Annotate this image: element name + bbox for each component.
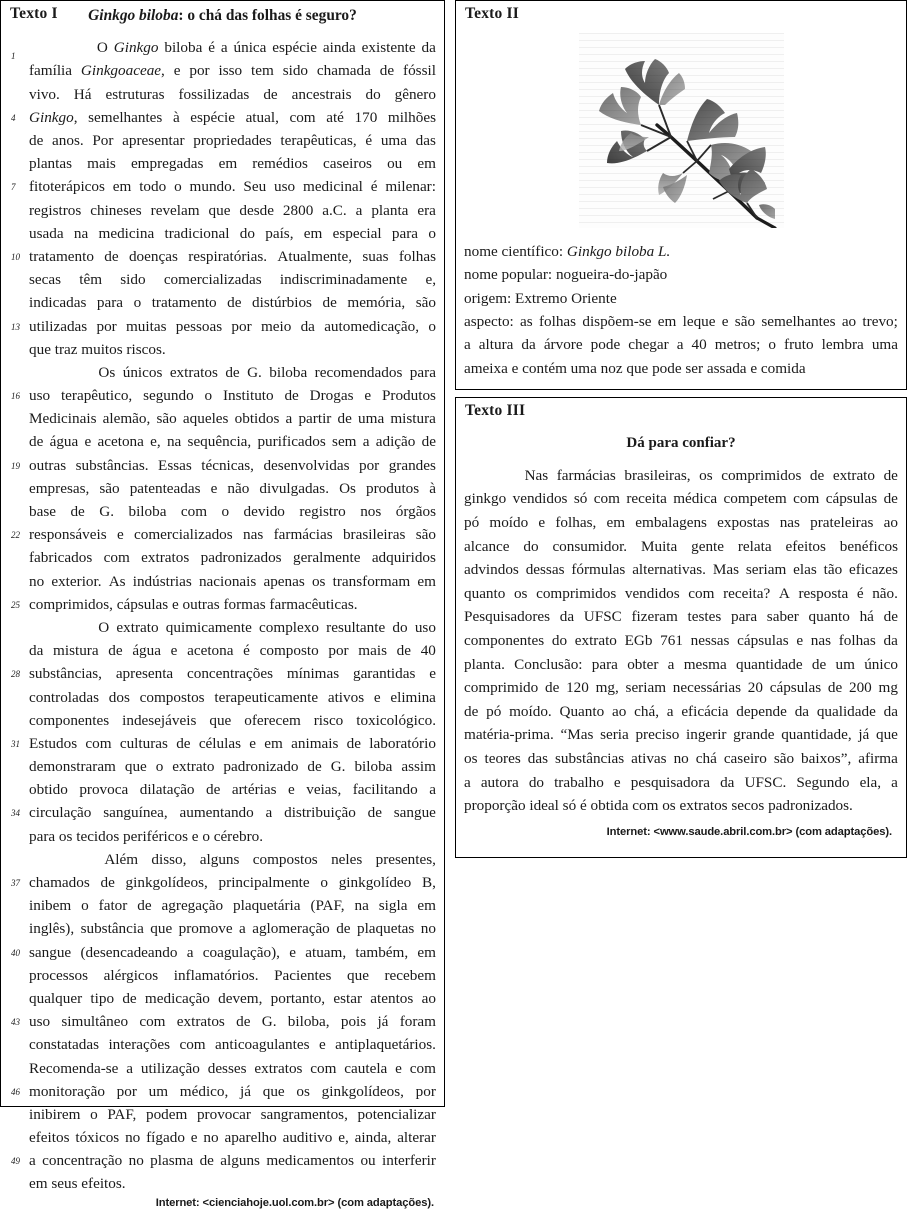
texto1-line xyxy=(9,430,436,453)
ginkgo-branch-photo xyxy=(579,33,784,228)
texto3-line xyxy=(464,653,898,677)
texto1-line xyxy=(9,454,436,477)
texto1-line-text: O Ginkgo biloba é a única espécie ainda existente da xyxy=(96,39,436,57)
texto1-line xyxy=(9,199,436,222)
texto1-line xyxy=(9,871,436,894)
texto1-line xyxy=(9,941,436,964)
texto1-title xyxy=(9,7,436,25)
texto2-spec-key: nome científico: xyxy=(464,242,567,260)
texto1-line-text: da mistura de água e acetona é composto por mais de 40 xyxy=(29,642,436,660)
texto1-line xyxy=(9,570,436,593)
texto1-line xyxy=(9,778,436,801)
texto1-line xyxy=(9,1033,436,1056)
line-number: 22 xyxy=(11,530,20,541)
texto1-line-text: para os tecidos periféricos e o cérebro. xyxy=(29,827,264,845)
texto3-line xyxy=(464,723,898,747)
texto2-spec-value: nogueira-do-japão xyxy=(555,266,668,284)
texto3-line xyxy=(464,676,898,700)
line-number: 28 xyxy=(11,669,20,680)
texto1-line xyxy=(9,1080,436,1103)
texto1-line-text: Além disso, alguns compostos neles presentes, xyxy=(104,850,436,868)
right-column xyxy=(447,0,908,1108)
texto2-spec-key: origem: xyxy=(464,289,516,307)
texto2-aspect-line xyxy=(464,333,898,356)
texto2-aspect-line xyxy=(464,357,898,380)
texto1-line-text: controladas dos compostos terapeuticamente ativos e elimina xyxy=(29,688,436,706)
texto1-line-text: outras substâncias. Essas técnicas, desenvolvidas por grandes xyxy=(29,456,436,474)
texto3-line-text: comprimido de 120 mg, seriam necessárias 20 cápsulas de 200 mg xyxy=(464,679,898,697)
texto1-line-text: em seus efeitos. xyxy=(29,1175,126,1193)
texto2-spec-row xyxy=(464,240,898,263)
texto1-line xyxy=(9,152,436,175)
line-number: 19 xyxy=(11,460,20,471)
texto2-spec-value: Extremo Oriente xyxy=(515,289,617,307)
texto1-line xyxy=(9,894,436,917)
texto3-line xyxy=(464,700,898,724)
texto2-aspect-line-text: a altura da árvore pode chegar a 40 metros; o fruto lembra uma xyxy=(464,336,898,354)
texto1-line-text: base de G. biloba com o devido registro nos órgãos xyxy=(29,503,436,521)
texto1-line xyxy=(9,36,436,59)
texto1-line-text: fabricados com extratos padronizados geralmente adquiridos xyxy=(29,549,436,567)
line-number: 1 xyxy=(11,50,16,61)
texto1-line xyxy=(9,1010,436,1033)
texto1-line-text: secas têm sido comercializadas indiscriminadamente e, xyxy=(29,271,436,289)
texto1-line xyxy=(9,59,436,82)
texto1-line xyxy=(9,801,436,824)
texto1-line xyxy=(9,686,436,709)
texto1-line-text: inibirem o PAF, podem provocar sangramentos, potencializar xyxy=(29,1105,436,1123)
texto1-line-text: O extrato quimicamente complexo resultante do uso xyxy=(98,618,436,636)
line-number: 37 xyxy=(11,878,20,889)
texto3-line xyxy=(464,605,898,629)
texto1-line-text: que traz muitos riscos. xyxy=(29,340,166,358)
texto3-line-text: advindos dessas fórmulas alternativas. Mas seriam elas tão eficazes xyxy=(464,561,898,579)
texto1-line-text: usada na medicina tradicional do país, em especial para o xyxy=(29,224,436,242)
line-number: 40 xyxy=(11,947,20,958)
texto1-source-credit: Internet: <cienciahoje.uol.com.br> (com adaptações). xyxy=(155,1196,434,1209)
line-number: 34 xyxy=(11,808,20,819)
texto1-line-text: componentes indesejáveis que oferecem risco toxicológico. xyxy=(29,711,436,729)
texto3-line-text: matéria-prima. “Mas seria preciso ingerir grande quantidade, já que xyxy=(464,726,898,744)
texto1-line-text: utilizadas por muitas pessoas por meio da automedicação, o xyxy=(29,317,436,335)
texto3-line xyxy=(464,629,898,653)
texto3-line xyxy=(464,582,898,606)
line-number: 31 xyxy=(11,738,20,749)
texto1-line-text: comprimidos, cápsulas e outras formas farmacêuticas. xyxy=(29,595,358,613)
texto1-line xyxy=(9,1126,436,1149)
texto1-line-text: empresas, são patenteadas e não divulgadas. Os produtos à xyxy=(29,479,436,497)
line-number: 10 xyxy=(11,251,20,262)
texto2-spec-row xyxy=(464,287,898,310)
texto1-line xyxy=(9,245,436,268)
texto2-box xyxy=(455,0,907,390)
texto2-figure-wrapper xyxy=(464,33,898,228)
texto1-line-text: de água e acetona e, na sequência, purificados sem a adição de xyxy=(29,433,436,451)
texto1-line xyxy=(9,546,436,569)
texto1-line xyxy=(9,523,436,546)
texto1-line xyxy=(9,848,436,871)
texto1-line-text: indicadas para o tratamento de distúrbios de memória, são xyxy=(29,294,436,312)
texto1-line xyxy=(9,616,436,639)
texto1-box xyxy=(0,0,445,1209)
texto1-line-text: de anos. Por apresentar propriedades terapêuticas, é uma das xyxy=(29,132,436,150)
texto1-line-text: responsáveis e comercializados nas farmácias brasileiras são xyxy=(29,526,436,544)
texto3-line xyxy=(464,464,898,488)
texto3-line-text: a autora do trabalho e pesquisadora da UFSC. Segundo ela, a xyxy=(464,773,898,791)
texto1-line xyxy=(9,917,436,940)
texto1-line xyxy=(9,361,436,384)
texto1-line xyxy=(9,732,436,755)
texto1-line-text: chamados de ginkgolídeos, principalmente o ginkgolídeo B, xyxy=(29,874,436,892)
texto2-spec-list xyxy=(464,240,898,310)
texto1-line-text: Recomenda-se a utilização desses extratos com cautela e com xyxy=(29,1059,436,1077)
line-number: 4 xyxy=(11,112,16,123)
texto3-line-text: os teores das substâncias ativas no chá caseiro são baixos”, afirma xyxy=(464,749,898,767)
texto1-body xyxy=(9,36,436,1195)
texto1-line-text: substâncias, apresenta concentrações mínimas garantidas e xyxy=(29,665,436,683)
texto1-line-text: inibem o fator de agregação plaquetária (PAF, na sigla em xyxy=(29,897,436,915)
line-number: 13 xyxy=(11,321,20,332)
texto1-line-text: qualquer tipo de medicação devem, portanto, estar atentos ao xyxy=(29,989,436,1007)
line-number: 16 xyxy=(11,391,20,402)
texto1-line xyxy=(9,83,436,106)
texto1-line-text: Ginkgo, semelhantes à espécie atual, com até 170 milhões xyxy=(29,108,436,126)
texto2-aspect-line xyxy=(464,310,898,333)
texto1-line-text: constatadas interações com anticoagulantes e antiplaquetários. xyxy=(29,1036,436,1054)
texto1-line-text: obtido provoca dilatação de artérias e veias, facilitando a xyxy=(29,781,436,799)
texto1-line xyxy=(9,1103,436,1126)
texto1-label: Texto I xyxy=(10,5,58,22)
texto1-line-text: fitoterápicos em todo o mundo. Seu uso medicinal é milenar: xyxy=(29,178,436,196)
texto1-line-text: tratamento de doenças respiratórias. Atualmente, suas folhas xyxy=(29,247,436,265)
texto1-line-text: processos alérgicos inflamatórios. Pacientes que recebem xyxy=(29,966,436,984)
texto1-line xyxy=(9,175,436,198)
texto3-line-text: planta. Conclusão: para obter a mesma quantidade de um único xyxy=(464,655,898,673)
texto2-aspect-line-text: ameixa e contém uma noz que pode ser assada e comida xyxy=(464,359,806,377)
texto1-line-text: circulação sanguínea, aumentando a distribuição de sangue xyxy=(29,804,436,822)
texto3-line-text: pó moído e folhas, em embalagens expostas nas prateleiras ao xyxy=(464,514,898,531)
texto1-line-text: Estudos com culturas de células e em animais de laboratório xyxy=(29,734,436,752)
texto1-line-text: plantas mais empregadas em remédios caseiros ou em xyxy=(29,155,436,173)
line-number: 46 xyxy=(11,1086,20,1097)
texto3-line-text: de pó moído. Quanto ao chá, a eficácia depende da qualidade da xyxy=(464,702,898,720)
texto1-line xyxy=(9,338,436,361)
texto3-line-text: alcance do consumidor. Muita gente relata efeitos benéficos xyxy=(464,537,898,555)
texto1-line xyxy=(9,268,436,291)
texto1-line xyxy=(9,639,436,662)
texto1-line xyxy=(9,662,436,685)
texto1-line xyxy=(9,500,436,523)
texto3-label: Texto III xyxy=(465,402,526,419)
line-number: 7 xyxy=(11,182,16,193)
texto1-line-text: vivo. Há estruturas fossilizadas de ancestrais do gênero xyxy=(29,85,436,103)
texto3-line xyxy=(464,511,898,535)
texto3-line-text: Pesquisadores da UFSC fizeram testes para saber quanto há de xyxy=(464,608,898,626)
texto1-line-text: efeitos tóxicos no fígado e no aparelho auditivo e, ainda, alterar xyxy=(29,1129,436,1147)
texto1-line xyxy=(9,315,436,338)
texto1-line xyxy=(9,987,436,1010)
texto2-aspect-line-text: aspecto: as folhas dispõem-se em leque e são semelhantes ao trevo; xyxy=(464,313,898,331)
texto1-line xyxy=(9,291,436,314)
texto1-line xyxy=(9,106,436,129)
texto3-title: Dá para confiar? xyxy=(626,434,736,451)
texto3-line-text: componentes do extrato EGb 761 nessas cápsulas e nas folhas da xyxy=(464,631,898,649)
texto1-line xyxy=(9,964,436,987)
texto3-line-text: quanto os comprimidos vendidos com receita? A resposta é não. xyxy=(464,584,898,602)
texto1-line xyxy=(9,384,436,407)
texto1-line xyxy=(9,755,436,778)
texto2-spec-key: nome popular: xyxy=(464,266,556,284)
texto1-line xyxy=(9,477,436,500)
texto3-line xyxy=(464,487,898,511)
texto3-box xyxy=(455,397,907,858)
texto2-label: Texto II xyxy=(465,5,519,22)
texto1-line-text: registros chineses revelam que desde 2800 a.C. a planta era xyxy=(29,201,436,219)
texto1-line xyxy=(9,1149,436,1172)
texto1-line-text: a concentração no plasma de alguns medicamentos ou interferir xyxy=(29,1152,436,1170)
texto1-title-species: Ginkgo biloba xyxy=(88,6,179,24)
texto3-line-text: Nas farmácias brasileiras, os comprimidos de extrato de xyxy=(524,466,898,484)
texto1-line xyxy=(9,222,436,245)
texto2-aspect-block xyxy=(464,310,898,380)
texto1-line-text: Medicinais alemão, são aqueles obtidos a partir de uma mistura xyxy=(29,410,436,428)
texto1-line-text: monitoração por um médico, já que os ginkgolídeos, por xyxy=(29,1082,436,1100)
texto3-line xyxy=(464,535,898,559)
line-number: 49 xyxy=(11,1156,20,1167)
texto1-line xyxy=(9,1172,436,1195)
texto1-line xyxy=(9,1057,436,1080)
texto2-spec-value: Ginkgo biloba L. xyxy=(566,242,671,260)
texto1-line xyxy=(9,825,436,848)
texto1-line-text: no exterior. As indústrias nacionais apenas os transformam em xyxy=(29,572,436,590)
texto1-line xyxy=(9,407,436,430)
texto1-line-text: família Ginkgoaceae, e por isso tem sido chamada de fóssil xyxy=(29,62,436,80)
texto1-title-rest: : o chá das folhas é seguro? xyxy=(178,6,357,24)
texto2-spec-row xyxy=(464,263,898,286)
texto1-line-text: sangue (desencadeando a coagulação), e atuam, também, em xyxy=(29,943,436,961)
texto3-line xyxy=(464,747,898,771)
line-number: 25 xyxy=(11,599,20,610)
texto1-line-text: uso simultâneo com extratos de G. biloba, pois já foram xyxy=(29,1013,436,1031)
left-column xyxy=(0,0,447,1209)
texto3-line-text: proporção ideal só é obtida com os extratos secos padronizados. xyxy=(464,797,853,815)
texto1-line xyxy=(9,593,436,616)
texto3-line xyxy=(464,558,898,582)
texto3-line xyxy=(464,771,898,795)
texto1-line xyxy=(9,709,436,732)
line-number: 43 xyxy=(11,1017,20,1028)
texto1-line-text: demonstraram que o extrato padronizado de G. biloba assim xyxy=(29,758,436,776)
texto3-line xyxy=(464,794,898,818)
texto1-line-text: uso terapêutico, segundo o Instituto de Drogas e Produtos xyxy=(29,387,436,405)
texto3-body xyxy=(464,464,898,818)
texto1-line-text: Os únicos extratos de G. biloba recomendados para xyxy=(98,363,436,381)
texto3-source-credit: Internet: <www.saude.abril.com.br> (com adaptações). xyxy=(606,825,892,838)
texto1-line-text: inglês), substância que promove a aglomeração de plaquetas no xyxy=(29,920,436,938)
texto1-line xyxy=(9,129,436,152)
texto3-line-text: ginkgo vendidos só com receita médica competem com cápsulas de xyxy=(464,490,898,508)
